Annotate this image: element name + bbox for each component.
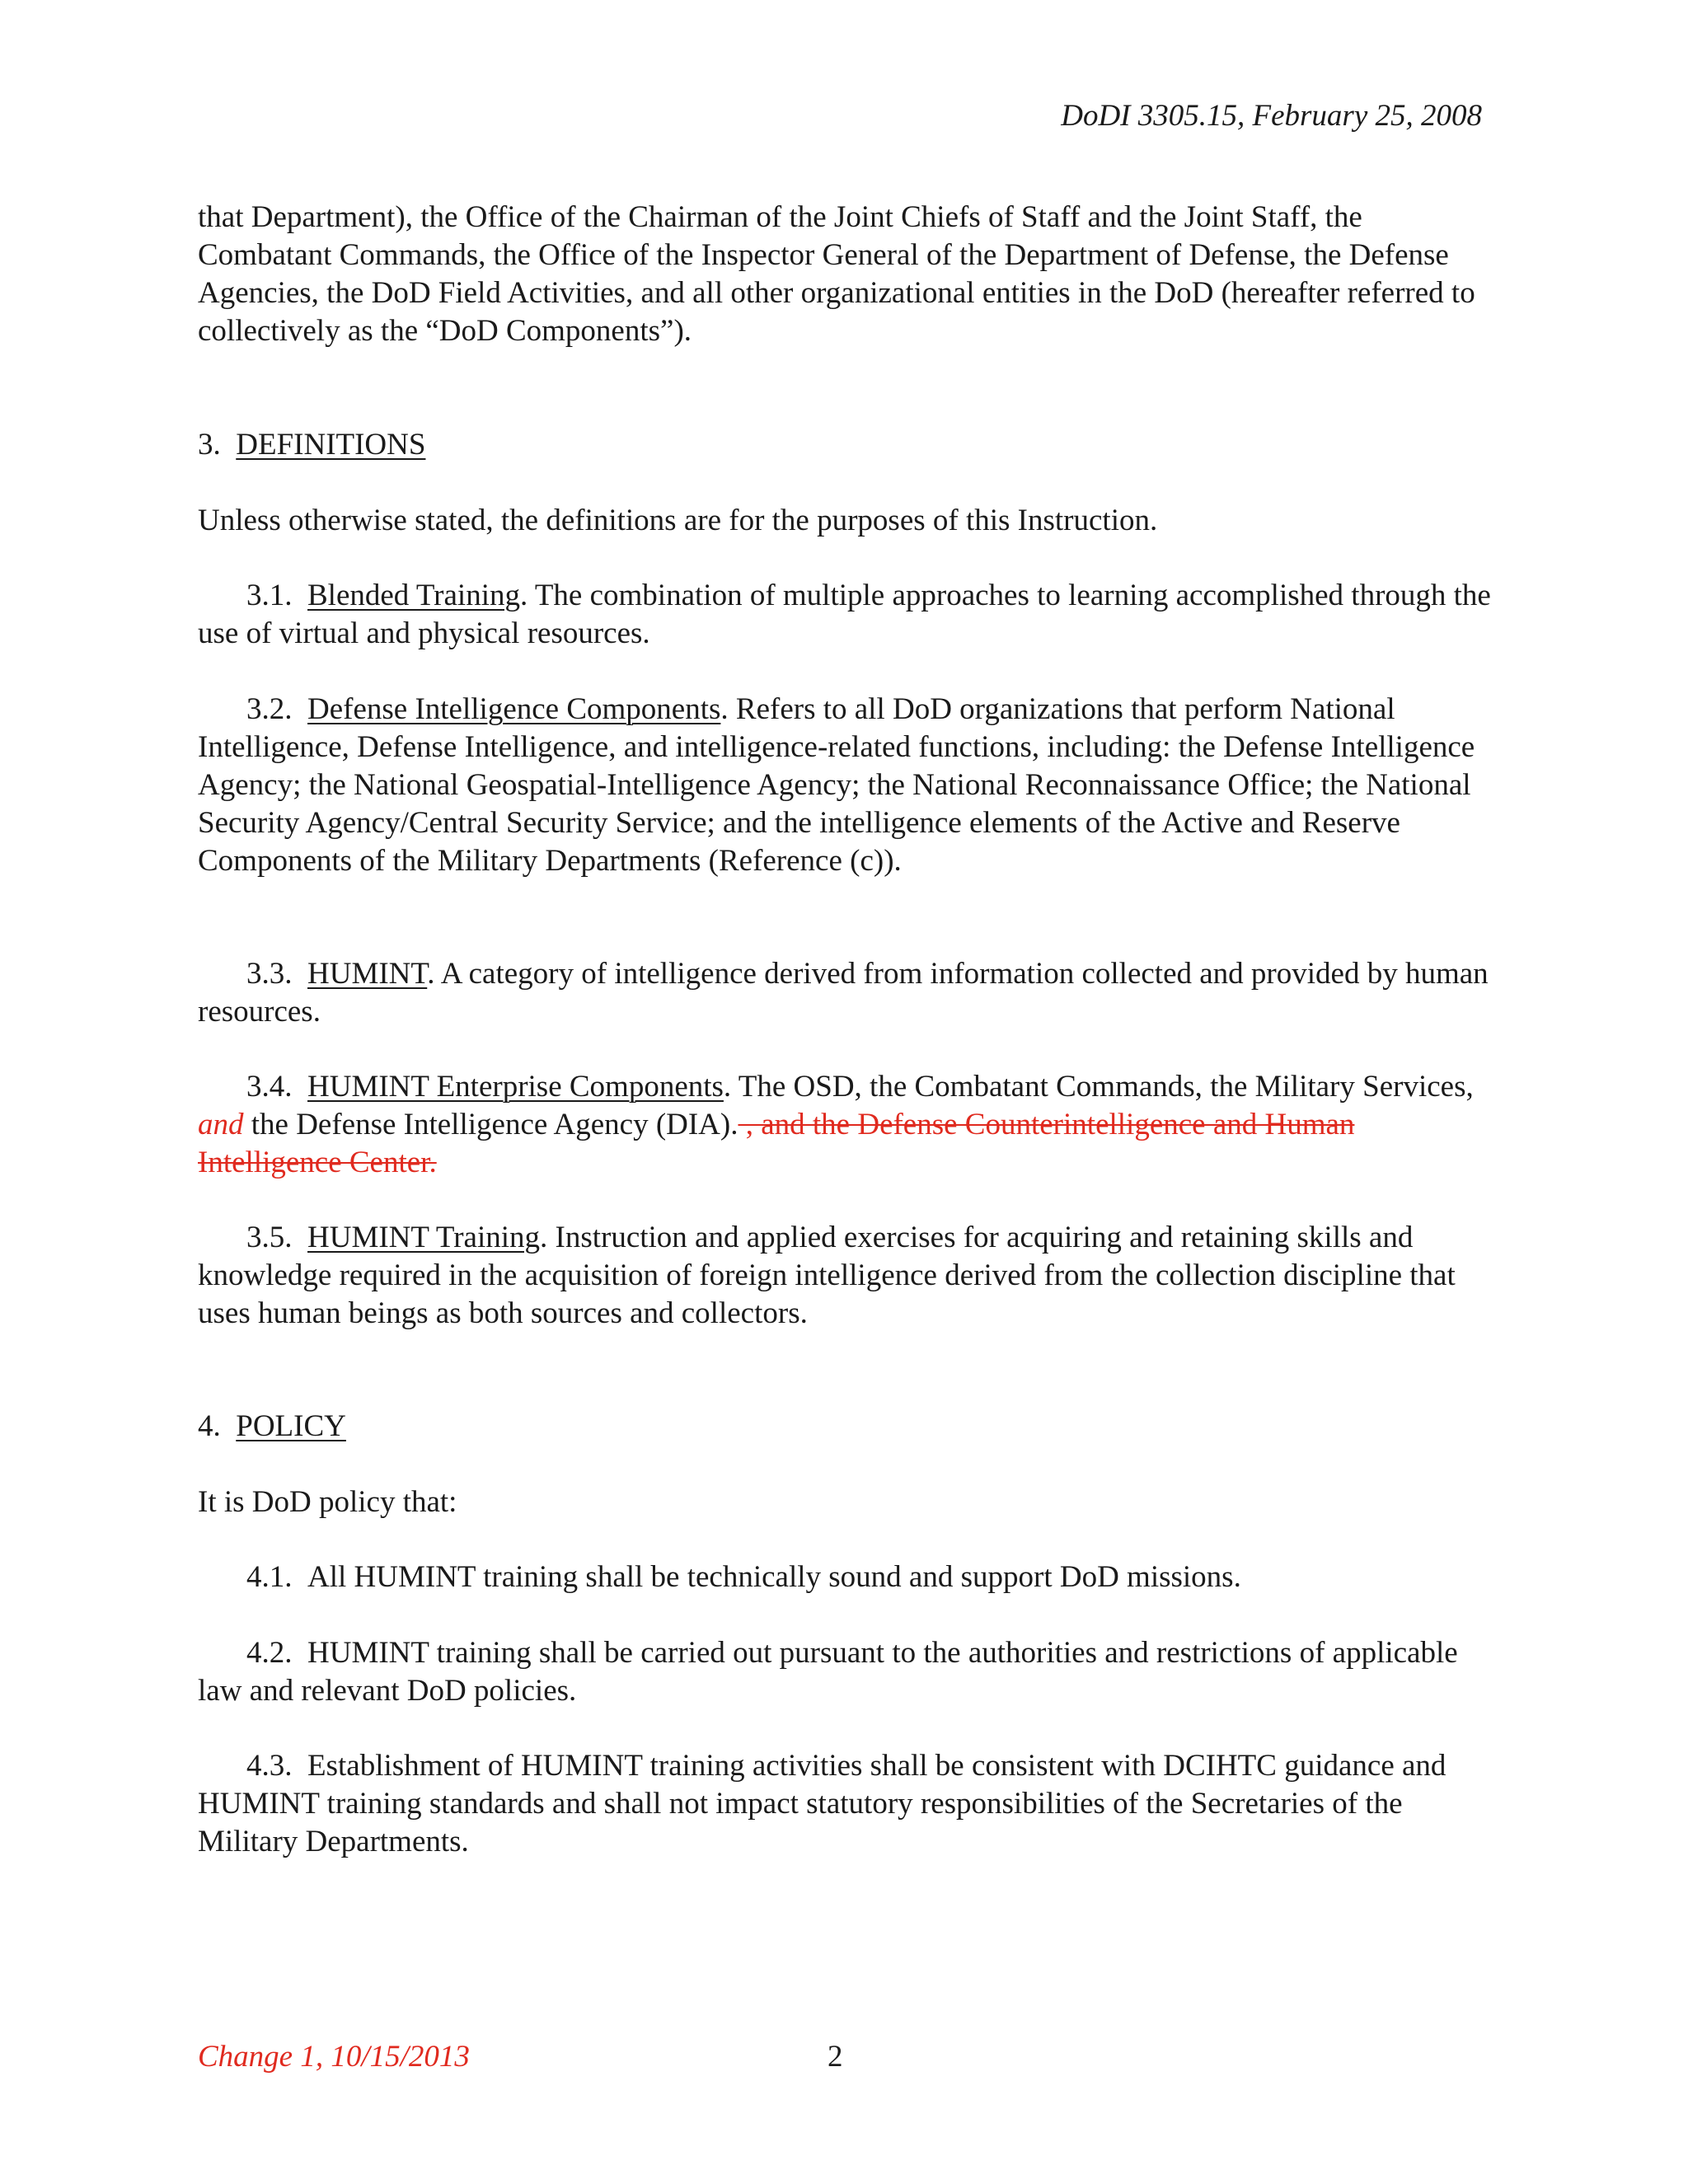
definition-term: HUMINT Training [307, 1221, 540, 1254]
definition-term: Blended Training [307, 579, 520, 612]
page-number: 2 [828, 2040, 843, 2074]
policy-4-1: 4.1. All HUMINT training shall be technically sound and support DoD missions. [246, 1560, 1241, 1594]
definition-3-1: 3.1. Blended Training. The combination of multiple approaches to learning accomplished through the use of virtual and physical resources. [198, 579, 1491, 650]
section-3-lead: Unless otherwise stated, the definitions are for the purposes of this Instruction. [198, 504, 1158, 537]
change-note: Change 1, 10/15/2013 [198, 2040, 470, 2074]
definition-3-2: 3.2. Defense Intelligence Components. Refers to all DoD organizations that perform National Intelligence, Defense Intelligence, and intelligence-related functions, including: the Defense Intelligence Agency; the National Geospatial-Intelligence Agency; the National Reconnaissance Office; the National Security Agency/Central Security Service; and the intelligence elements of the Active and Reserve Components of the Military Departments (Reference (c)). [198, 692, 1475, 878]
section-4-heading: 4. POLICY [198, 1409, 346, 1443]
document-header: DoDI 3305.15, February 25, 2008 [1061, 99, 1482, 133]
policy-4-3: 4.3. Establishment of HUMINT training activities shall be consistent with DCIHTC guidance and HUMINT training standards and shall not impact statutory responsibilities of the Secretaries of the Military Departments. [198, 1749, 1447, 1858]
policy-4-2: 4.2. HUMINT training shall be carried out pursuant to the authorities and restrictions of applicable law and relevant DoD policies. [198, 1636, 1458, 1708]
deleted-text: , and the Defense Counterintelligence and Human Intelligence Center. [198, 1108, 1355, 1179]
definition-3-5: 3.5. HUMINT Training. Instruction and applied exercises for acquiring and retaining skills and knowledge required in the acquisition of foreign intelligence derived from the collection discipline that uses human beings as both sources and collectors. [198, 1221, 1456, 1330]
definition-term: HUMINT [307, 957, 428, 991]
definition-3-4: 3.4. HUMINT Enterprise Components. The OSD, the Combatant Commands, the Military Services, and the Defense Intelligence Agency (DIA). , and the Defense Counterintelligence and Human Intelligence Center. [198, 1070, 1474, 1179]
inserted-text: and [198, 1108, 244, 1141]
section-3-heading: 3. DEFINITIONS [198, 428, 426, 462]
section-4-lead: It is DoD policy that: [198, 1485, 457, 1519]
intro-continuation: that Department), the Office of the Chairman of the Joint Chiefs of Staff and the Joint Staff, the Combatant Commands, the Office of the Inspector General of the Department of Defense, the Defense Agencies, the DoD Field Activities, and all other organizational entities in the DoD (hereafter referred to collectively as the “DoD Components”). [198, 200, 1475, 348]
definition-term: HUMINT Enterprise Components [307, 1070, 724, 1104]
definition-3-3: 3.3. HUMINT. A category of intelligence derived from information collected and provided by human resources. [198, 957, 1489, 1029]
definition-term: Defense Intelligence Components [307, 692, 721, 726]
